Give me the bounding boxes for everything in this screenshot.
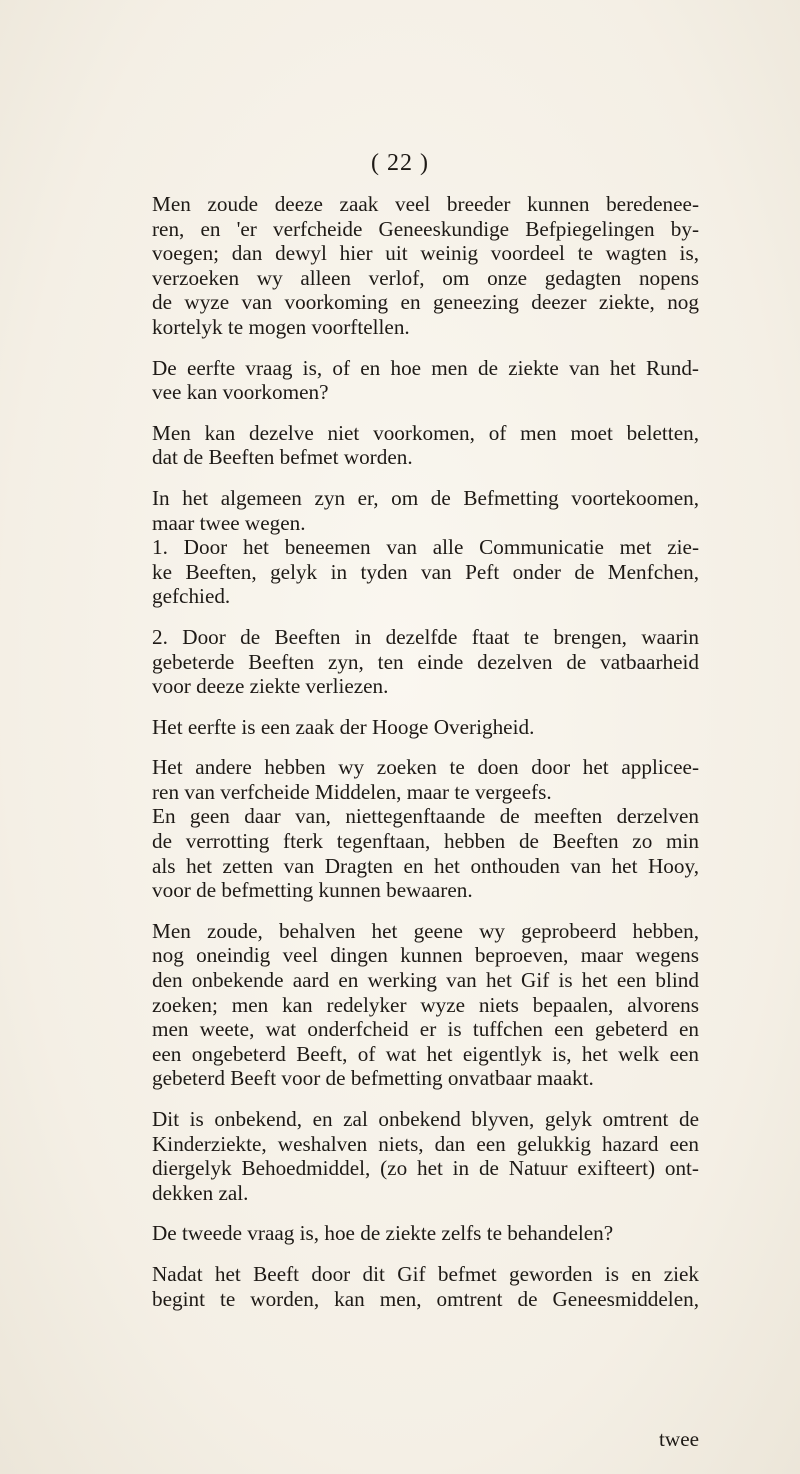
text-line: 1. Door het beneemen van alle Communicatie met zie- xyxy=(152,535,699,560)
text-line: Men kan dezelve niet voorkomen, of men moet beletten, xyxy=(152,420,699,445)
paragraph-6 xyxy=(131,625,699,699)
text-line: kortelyk te mogen voorftellen. xyxy=(152,314,410,339)
text-line: ke Beeften, gelyk in tyden van Peft onder de Menfchen, xyxy=(152,559,699,584)
text-line: als het zetten van Dragten en het onthouden van het Hooy, xyxy=(152,853,699,878)
text-line: dat de Beeften befmet worden. xyxy=(152,445,413,470)
paragraph-4 xyxy=(131,486,699,535)
text-line: De eerfte vraag is, of en hoe men de ziekte van het Rund- xyxy=(152,355,699,380)
text-line: Nadat het Beeft door dit Gif befmet geworden is en ziek xyxy=(152,1261,699,1286)
text-line: Het andere hebben wy zoeken te doen door het applicee- xyxy=(152,755,699,780)
text-line: den onbekende aard en werking van het Gif is het een blind xyxy=(152,968,699,993)
text-line: In het algemeen zyn er, om de Befmetting voortekoomen, xyxy=(152,485,699,510)
text-line: diergelyk Behoedmiddel, (zo het in de Natuur exifteert) ont- xyxy=(152,1156,699,1181)
text-line: dekken zal. xyxy=(152,1180,249,1205)
page-number: ( 22 ) xyxy=(371,150,429,176)
text-line: Men zoude, behalven het geene wy geprobeerd hebben, xyxy=(152,918,699,943)
text-line: maar twee wegen. xyxy=(152,510,306,535)
text-line: de verrotting fterk tegenftaan, hebben de Beeften zo min xyxy=(152,829,699,854)
text-line: ren van verfcheide Middelen, maar te vergeefs. xyxy=(152,779,552,804)
text-line: men weete, wat onderfcheid er is tuffchen een gebeterd en xyxy=(152,1017,699,1042)
text-line: voor deeze ziekte verliezen. xyxy=(152,674,389,699)
paragraph-1 xyxy=(131,192,699,340)
text-line: Men zoude deeze zaak veel breeder kunnen beredenee- xyxy=(152,192,699,216)
text-line: verzoeken wy alleen verlof, om onze gedagten nopens xyxy=(152,265,699,290)
paragraph-9 xyxy=(131,804,699,902)
text-line: vee kan voorkomen? xyxy=(152,380,329,405)
text-line: En geen daar van, niettegenftaande de meeften derzelven xyxy=(152,804,699,829)
paragraph-10 xyxy=(131,919,699,1091)
text-line: nog oneindig veel dingen kunnen beproeven, maar wegens xyxy=(152,943,699,968)
paragraph-8 xyxy=(131,755,699,804)
text-line: Kinderziekte, weshalven niets, dan een gelukkig hazard een xyxy=(152,1131,699,1156)
paragraph-2 xyxy=(131,356,699,405)
paragraph-5 xyxy=(131,535,699,609)
paragraph-11 xyxy=(131,1107,699,1205)
text-line: zoeken; men kan redelyker wyze niets bepaalen, alvorens xyxy=(152,992,699,1017)
body-text xyxy=(131,192,699,1311)
catchword: twee xyxy=(659,1427,699,1451)
text-line: gebeterde Beeften zyn, ten einde dezelven de vatbaarheid xyxy=(152,649,699,674)
text-line: gefchied. xyxy=(152,584,231,609)
text-line: de wyze van voorkoming en geneezing deezer ziekte, nog xyxy=(152,290,699,315)
paragraph-13 xyxy=(131,1262,699,1311)
text-line: voor de befmetting kunnen bewaaren. xyxy=(152,878,473,903)
text-line: begint te worden, kan men, omtrent de Geneesmiddelen, xyxy=(152,1286,699,1311)
text-line: De tweede vraag is, hoe de ziekte zelfs te behandelen? xyxy=(152,1221,614,1246)
text-line: gebeterd Beeft voor de befmetting onvatbaar maakt. xyxy=(152,1066,594,1091)
text-line: Dit is onbekend, en zal onbekend blyven, gelyk omtrent de xyxy=(152,1107,699,1131)
paragraph-7 xyxy=(131,715,699,740)
text-line: Het eerfte is een zaak der Hooge Overigheid. xyxy=(152,714,535,739)
paragraph-12 xyxy=(131,1221,699,1246)
text-line: een ongebeterd Beeft, of wat het eigentlyk is, het welk een xyxy=(152,1041,699,1066)
paragraph-3 xyxy=(131,421,699,470)
text-line: ren, en 'er verfcheide Geneeskundige Befpiegelingen by- xyxy=(152,216,699,241)
text-line: 2. Door de Beeften in dezelfde ftaat te brengen, waarin xyxy=(152,624,699,649)
text-line: voegen; dan dewyl hier uit weinig voordeel te wagten is, xyxy=(152,241,699,266)
